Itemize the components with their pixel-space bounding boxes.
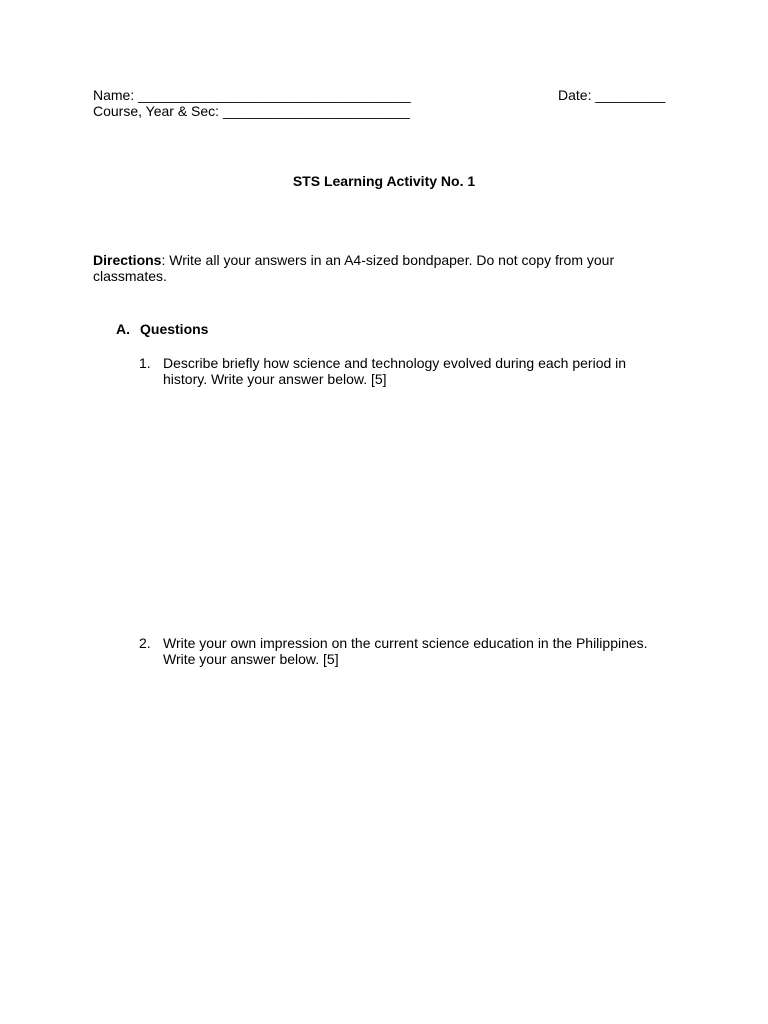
question-number: 2.: [139, 635, 151, 651]
directions-label: Directions: [93, 252, 162, 268]
question-text: Describe briefly how science and technology evolved during each period in history. Write your answer below. [5]: [163, 355, 627, 387]
name-field: Name: ___________________________________: [93, 87, 411, 103]
page-title: STS Learning Activity No. 1: [292, 173, 476, 189]
question-number: 1.: [139, 355, 151, 371]
section-letter: A.: [116, 321, 130, 337]
question-text: Write your own impression on the current science education in the Philippines. Write your answer below. [5]: [163, 635, 648, 667]
section-title: Questions: [140, 321, 209, 337]
directions-text: : Write all your answers in an A4-sized bondpaper. Do not copy from your classmates.: [93, 252, 615, 284]
directions-paragraph: [93, 252, 653, 284]
course-year-section-field: Course, Year & Sec: ________________________: [93, 103, 410, 119]
date-field: Date: _________: [558, 87, 666, 103]
section-heading: [116, 321, 208, 337]
